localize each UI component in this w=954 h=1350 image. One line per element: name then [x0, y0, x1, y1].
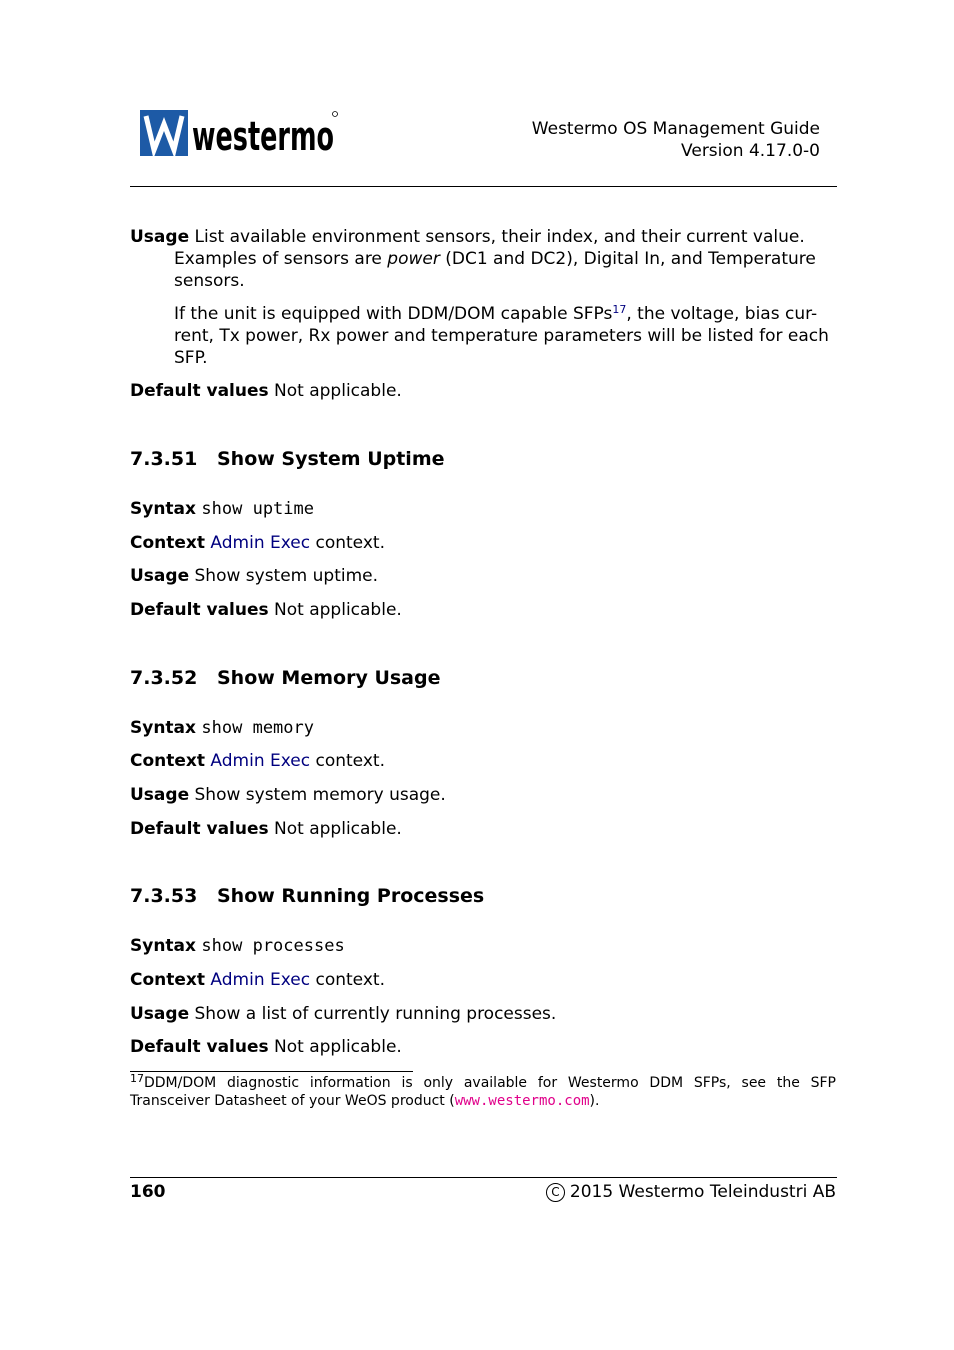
- context-row: Context Admin Exec context.: [130, 751, 385, 771]
- footnote-ref[interactable]: 17: [612, 303, 627, 316]
- default-values-row: Default values Not applicable.: [130, 600, 402, 620]
- syntax-command: show uptime: [201, 499, 314, 519]
- default-values-row: Default values Not applicable.: [130, 1037, 402, 1057]
- copyright: [546, 1182, 836, 1202]
- usage-row: Usage Show system memory usage.: [130, 785, 446, 805]
- usage-paragraph: [130, 226, 836, 248]
- header-title: [532, 118, 820, 162]
- syntax-row: Syntax show processes: [130, 936, 345, 956]
- guide-version: Version 4.17.0-0: [681, 141, 820, 161]
- admin-exec-link[interactable]: Admin Exec: [210, 751, 311, 771]
- syntax-row: Syntax show uptime: [130, 499, 314, 519]
- section-heading: [130, 667, 441, 689]
- footnote-rule: [130, 1071, 413, 1072]
- default-values-row: Default values Not applicable.: [130, 819, 402, 839]
- sfp-paragraph: If the unit is equipped with DDM/DOM capable SFPs$^{17}$, the voltage, bias cur- rent, Tx power, Rx power and temperature parameters will be listed for each SFP.: [174, 303, 829, 368]
- copyright-icon: C: [546, 1183, 565, 1202]
- usage-label: Usage: [130, 227, 190, 247]
- syntax-row: Syntax show memory: [130, 718, 314, 738]
- section-title: Show Running Processes: [217, 885, 485, 907]
- page-number: 160: [130, 1182, 166, 1202]
- context-row: Context Admin Exec context.: [130, 533, 385, 553]
- power-emphasis: power: [387, 249, 440, 269]
- usage-row: Usage Show a list of currently running processes.: [130, 1004, 557, 1024]
- westermo-logo-mark: [140, 110, 340, 158]
- syntax-command: show memory: [201, 718, 314, 738]
- default-values-row: Default values Not applicable.: [130, 381, 402, 401]
- usage-line1: List available environment sensors, their index, and their current value.: [194, 227, 805, 247]
- section-number: 7.3.53: [130, 885, 198, 907]
- svg-text:westermo: westermo: [192, 114, 334, 160]
- admin-exec-link[interactable]: Admin Exec: [210, 970, 311, 990]
- header-rule: [130, 186, 837, 187]
- section-heading: [130, 885, 484, 907]
- westermo-url-link[interactable]: www.westermo.com: [454, 1093, 590, 1109]
- section-title: Show Memory Usage: [217, 667, 441, 689]
- westermo-logo: [140, 110, 340, 158]
- context-row: Context Admin Exec context.: [130, 970, 385, 990]
- admin-exec-link[interactable]: Admin Exec: [210, 533, 311, 553]
- guide-title: Westermo OS Management Guide: [531, 119, 820, 139]
- usage-continuation: Examples of sensors are power (DC1 and DC2), Digital In, and Temperature sensors.: [174, 249, 816, 291]
- usage-row: Usage Show system uptime.: [130, 566, 379, 586]
- footer-rule: [130, 1177, 837, 1178]
- section-number: 7.3.52: [130, 667, 198, 689]
- copyright-text: 2015 Westermo Teleindustri AB: [569, 1182, 836, 1202]
- footnote-number: 17: [130, 1072, 144, 1085]
- section-title: Show System Uptime: [217, 448, 445, 470]
- syntax-command: show processes: [201, 936, 345, 956]
- section-number: 7.3.51: [130, 448, 198, 470]
- section-heading: [130, 448, 445, 470]
- footnote: $^{17}$DDM/DOM diagnostic information is only available for Westermo DDM SFPs, see the SFP Transceiver Datasheet of your WeOS product (www.westermo.com).: [130, 1072, 836, 1109]
- default-values-label: Default values: [130, 381, 269, 401]
